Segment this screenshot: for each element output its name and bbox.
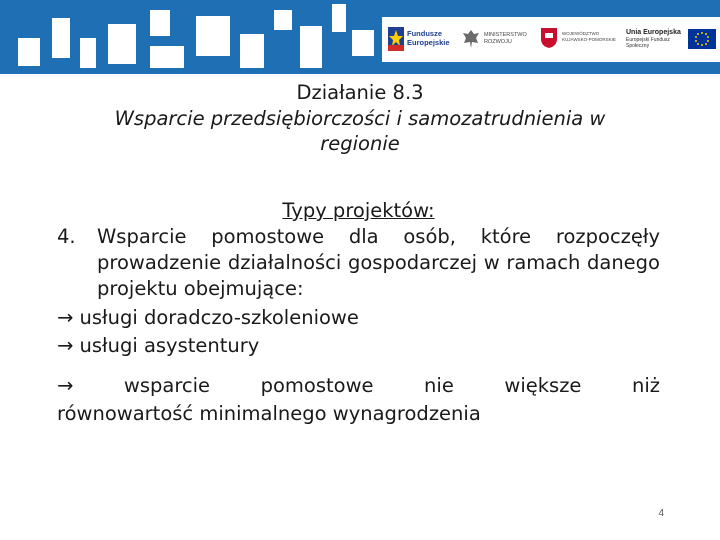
banner-decor-square [332,4,346,32]
item-number: 4. [57,225,76,249]
eu-line3: Społeczny [626,43,650,49]
eu-logo [620,17,720,62]
ministry-line2: ROZWOJU [484,39,512,45]
eu-flag-icon [688,29,716,49]
banner-decor-square [80,38,96,68]
ministry-logo [462,17,532,62]
region-line2: KUJAWSKO-POMORSKIE [562,37,616,42]
slide-subtitle-line1: Wsparcie przedsiębiorczości i samozatrudnienia w [114,106,606,130]
fe-line2: Europejskie [407,38,450,47]
bullet-item-last-line1: → wsparcie pomostowe nie większe niż [57,373,660,397]
banner-decor-square [150,46,184,68]
banner-decor-square [108,24,136,64]
slide-title-block [40,80,680,157]
header-banner [0,0,720,74]
page-number: 4 [658,508,664,519]
ministry-line1: MINISTERSTWO [484,32,527,38]
region-shield-icon [540,27,558,49]
numbered-item [57,224,660,302]
region-logo [538,17,618,62]
slide-content [57,198,660,427]
slide-subtitle-line2: regionie [320,132,400,156]
banner-decor-square [352,30,374,56]
banner-decor-square [196,16,230,56]
bullet-item: → usługi asystentury [57,333,260,357]
eu-line1: Unia Europejska [626,29,681,36]
fe-line1: Fundusze [407,29,442,38]
bullet-item: → usługi doradczo-szkoleniowe [57,305,359,329]
project-types-label: Typy projektów: [282,199,435,222]
slide-title: Działanie 8.3 [296,81,424,104]
banner-decor-square [240,34,264,68]
region-line1: WOJEWÓDZTWO [562,31,600,36]
eu-line2: Europejski Fundusz [626,37,670,43]
logo-strip [382,17,720,62]
banner-decor-square [300,26,322,68]
banner-decor-square [52,18,70,58]
fundusze-europejskie-logo [386,17,458,62]
item-text: Wsparcie pomostowe dla osób, które rozpoczęły prowadzenie działalności gospodarczej w ramach danego projektu obejmujące: [97,225,660,301]
banner-decor-square [150,10,170,36]
bullet-item-last-line2: równowartość minimalnego wynagrodzenia [57,401,481,425]
fe-star-icon [388,27,404,51]
eagle-emblem-icon [462,29,480,49]
banner-decor-square [18,38,40,66]
banner-decor-square [274,10,292,30]
